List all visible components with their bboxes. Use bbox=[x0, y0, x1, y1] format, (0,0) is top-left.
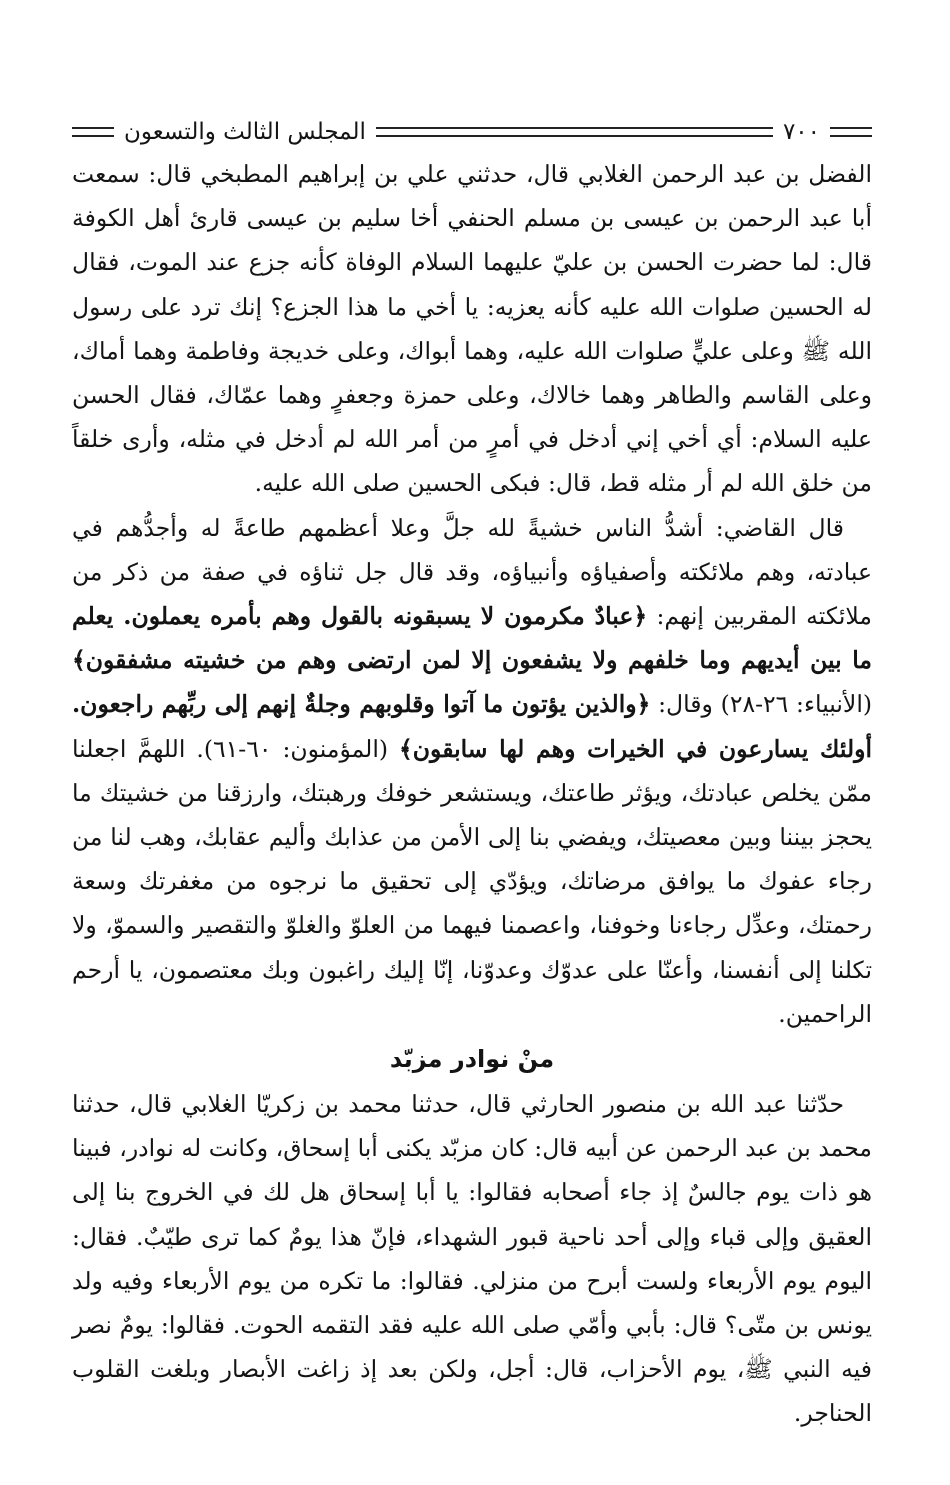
commentary-text-2: (المؤمنون: ٦٠-٦١). اللهمَّ اجعلنا ممّن يخلص عبادتك، ويؤثر طاعتك، ويستشعر خوفك ورهبتك، وارزقنا من خشيتك ما يحجز بيننا وبين معصيتك، ويفضي بنا إلى الأمن من عذابك وأليم عقابك، وهب لنا من رجاء عفوك ما يوافق مرضاتك، ويؤدّي إلى تحقيق ما نرجوه من مغفرتك وسعة رحمتك، وعدِّل رجاءنا وخوفنا، واعصمنا فيهما من العلوّ والغلوّ والتقصير والسموّ، ولا تكلنا إلى أنفسنا، وأعنّا على عدوّك وعدوّنا، إنّا إليك راغبون وبك معتصمون، يا أرحم الراحمين. bbox=[72, 734, 872, 1028]
header-rule-middle bbox=[376, 127, 773, 137]
page-number: ٧٠٠ bbox=[782, 119, 820, 145]
paragraph-muzabbad-anecdote: حدّثنا عبد الله بن منصور الحارثي قال، حدثنا محمد بن زكريّا الغلابي قال، حدثنا محمد بن عبد الرحمن عن أبيه قال: كان مزبّد يكنى أبا إسحاق، وكانت له نوادر، فبينا هو ذات يوم جالسٌ إذ جاء أصحابه فقالوا: يا أبا إسحاق هل لك في الخروج بنا إلى العقيق وإلى قباء وإلى أحد ناحية قبور الشهداء، فإنّ هذا يومٌ كما ترى طيّبٌ. فقال: اليوم يوم الأربعاء ولست أبرح من منزلي. فقالوا: ما تكره من يوم الأربعاء وفيه ولد يونس بن متّى؟ قال: بأبي وأمّي صلى الله عليه فقد التقمه الحوت. فقالوا: يومٌ نصر فيه النبي ﷺ، يوم الأحزاب، قال: أجل، ولكن بعد إذ زاغت الأبصار وبلغت القلوب الحناجر. bbox=[72, 1090, 872, 1428]
paragraph-qadi-commentary bbox=[72, 506, 872, 1036]
section-heading: منْ نوادر مزبّد bbox=[389, 1045, 555, 1074]
quran-verse-anbiya: ﴿عبادٌ مكرمون لا يسبقونه بالقول وهم بأمره يعملون. يعلم ما بين أيديهم وما خلفهم ولا يشفعون إلا لمن ارتضى وهم من خشيته مشفقون﴾ bbox=[72, 602, 872, 675]
quran-verse-muminun: ﴿والذين يؤتون ما آتوا وقلوبهم وجلةٌ إنهم إلى ربِّهم راجعون. أولئك يسارعون في الخيرات وهم لها سابقون﴾ bbox=[72, 690, 872, 763]
running-title: المجلس الثالث والتسعون bbox=[124, 119, 366, 145]
paragraph-hadith-hasan: الفضل بن عبد الرحمن الغلابي قال، حدثني علي بن إبراهيم المطبخي قال: سمعت أبا عبد الرحمن بن عيسى بن مسلم الحنفي أخا سليم بن عيسى قارئ أهل الكوفة قال: لما حضرت الحسن بن عليّ عليهما السلام الوفاة كأنه جزع عند الموت، فقال له الحسين صلوات الله عليه كأنه يعزيه: يا أخي ما هذا الجزع؟ إنك ترد على رسول الله ﷺ وعلى عليٍّ صلوات الله عليه، وهما أبواك، وعلى خديجة وفاطمة وهما أماك، وعلى القاسم والطاهر وهما خالاك، وعلى حمزة وجعفرٍ وهما عمّاك، فقال الحسن عليه السلام: أي أخي إني أدخل في أمرٍ من أمر الله لم أدخل في مثله، وأرى خلقاً من خلق الله لم أر مثله قط، قال: فبكى الحسين صلى الله عليه. bbox=[72, 160, 872, 498]
page-header bbox=[72, 112, 872, 152]
header-rule-left bbox=[72, 127, 114, 137]
header-rule-right bbox=[830, 127, 872, 137]
verse-reference-anbiya: (الأنبياء: ٢٦-٢٨) وقال: bbox=[650, 690, 873, 719]
book-page bbox=[72, 112, 872, 1436]
commentary-text-1: قال القاضي: أشدُّ الناس خشيةً لله جلَّ وعلا أعظمهم طاعةً له وأجدُّهم في عبادته، وهم ملائكته وأصفياؤه وأنبياؤه، وقد قال جل ثناؤه في صفة من ذكر من ملائكته المقربين إنهم: bbox=[72, 513, 872, 631]
